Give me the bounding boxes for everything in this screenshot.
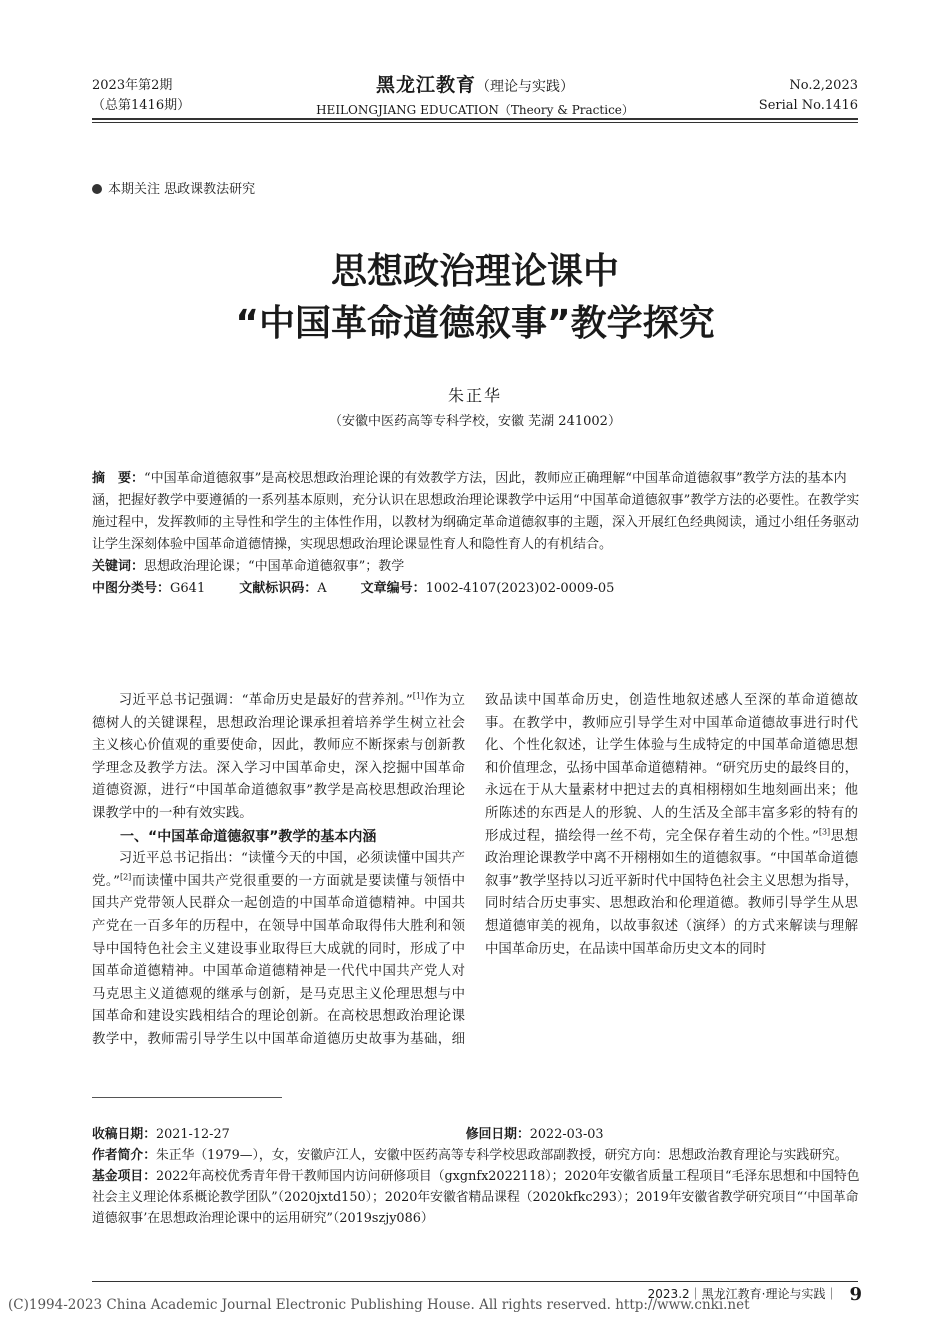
author-affiliation: （安徽中医药高等专科学校，安徽 芜湖 241002）: [329, 414, 621, 429]
abstract: [92, 468, 860, 556]
bio-text: 朱正华（1979—），女，安徽庐江人，安徽中医药高等专科学校思政部副教授，研究方向：思想政治教育理论与实践研究。: [155, 1148, 848, 1163]
keywords: [92, 556, 860, 578]
header-rule-thin: [92, 122, 858, 123]
journal-english-name: HEILONGJIANG EDUCATION（Theory & Practice）: [316, 103, 634, 117]
clc-value: G641: [170, 581, 206, 596]
header-rule-thick: [92, 118, 858, 120]
header-right: [759, 76, 858, 116]
paragraph: 习近平总书记强调：“革命历史是最好的营养剂。”[1]作为立德树人的关键课程，思想政治理论课承担着培养学生树立社会主义核心价值观的重要使命，因此，教师应不断探索与创新教学理念及教学方法。深入学习中国革命史，深入挖掘中国革命道德资源，进行“中国革命道德叙事”教学是高校思想政治理论课教学中的一种有效实践。: [92, 691, 465, 821]
doc-code-value: A: [317, 581, 327, 596]
keywords-label: 关键词：: [92, 559, 145, 574]
abstract-label: 摘 要：: [92, 471, 145, 486]
author-name: 朱正华: [447, 386, 502, 405]
header-center: [300, 70, 650, 118]
keywords-text: 思想政治理论课；“中国革命道德叙事”；教学: [144, 559, 405, 574]
classification-row: [92, 578, 860, 600]
running-footer-text: 2023.2｜黑龙江教育·理论与实践｜: [647, 1287, 838, 1301]
author-bio: [92, 1145, 860, 1166]
article-no-value: 1002-4107(2023)02-0009-05: [425, 581, 615, 596]
received-date: 2021-12-27: [155, 1127, 230, 1142]
citation-ref: [2]: [119, 872, 132, 882]
fund-text: 2022年高校优秀青年骨干教师国内访问研修项目（gxgnfx2022118）；2020年安徽省质量工程项目“毛泽东思想和中国特色社会主义理论体系概论教学团队”（2020jxtd150）；2020年安徽省精品课程（2020kfkc293）；2019年安徽省教学研究项目“‘中国革命道德叙事’在思想政治理论课中的运用研究”（2019szjy086）: [92, 1169, 860, 1226]
section-heading: 一、“中国革命道德叙事”教学的基本内涵: [120, 828, 377, 845]
revised-label: 修回日期：: [465, 1127, 530, 1142]
citation-ref: [1]: [412, 691, 425, 701]
serial-english: Serial No.1416: [758, 98, 858, 113]
abstract-block: [92, 468, 860, 600]
footnote-dates: [92, 1124, 860, 1145]
title-line-1: 思想政治理论课中: [330, 251, 619, 292]
paragraph: 习近平总书记指出：“读懂今天的中国，必须读懂中国共产党。”[2]而读懂中国共产党很重要的一方面就是要读懂与领悟中国共产党带领人民群众一起创造的中国革命道德精神。中国共产党在一百多年的历程中，在领导中国革命取得伟大胜利和领导中国特色社会主义建设事业取得巨大成就的同时，形成了中国革命道德精神。中国革命道德精神是一代代中国共产党人对马克思主义道德观的继承与创新，是马克思主义伦理思想与中国革命和建设实践相结合的理论创新。在高校思想政治理论课教学中，教师需引导学生以中国革命道德历史故事为基础，细致品读中国革命历史，创造性地叙述感人至深的革命道德故事。在教学中，教师应引导学生对中国革命道德故事进行时代化、个性化叙述，让学生体验与生成特定的中国革命道德思想和价值理念，弘扬中国革命道德精神。“研究历史的最终目的，永远在于从大量素材中把过去的真相栩栩如生地刻画出来；他所陈述的东西是人的形貌、人的生活及全部丰富多彩的特有的形成过程，描绘得一丝不苟，完全保存着生动的个性。”[3]思想政治理论课教学中离不开栩栩如生的道德叙事。“中国革命道德叙事”教学坚持以习近平新时代中国特色社会主义思想为指导，同时结合历史事实、思想政治和伦理道德。教师引导学生从思想道德审美的视角，以故事叙述（演绎）的方式来解读与理解中国革命历史，在品读中国革命历史文本的同时: [92, 693, 858, 1047]
article-title: [100, 246, 850, 350]
article-no-label: 文章编号：: [360, 581, 426, 596]
column-tag-text: 本期关注 思政课教法研究: [108, 182, 256, 197]
copyright-line: (C)1994-2023 China Academic Journal Electronic Publishing House. All rights reserved. http://www.cnki.net: [8, 1297, 750, 1313]
citation-ref: [3]: [818, 827, 831, 837]
revised-date: 2022-03-03: [529, 1127, 604, 1142]
received-label: 收稿日期：: [92, 1127, 156, 1142]
funding: [92, 1166, 860, 1229]
header-left: [92, 76, 190, 116]
page-number: 9: [849, 1284, 862, 1305]
doc-code-label: 文献标识码：: [239, 581, 318, 596]
journal-subtitle: （理论与实践）: [476, 79, 574, 95]
clc-label: 中图分类号：: [92, 581, 171, 596]
issue-english: No.2,2023: [789, 78, 858, 93]
body-text: [92, 690, 858, 1070]
issue-label: 2023年第2期: [92, 78, 173, 93]
fund-label: 基金项目：: [92, 1169, 156, 1184]
bullet-icon: [92, 184, 102, 194]
footer-rule: [92, 1281, 858, 1282]
footnote-rule: [92, 1097, 282, 1098]
title-line-2: “中国革命道德叙事”教学探究: [235, 303, 715, 344]
bio-label: 作者简介：: [92, 1148, 156, 1163]
footnotes: [92, 1124, 860, 1229]
total-issue-label: （总第1416期）: [92, 98, 191, 113]
column-tag: [92, 178, 255, 197]
journal-name: 黑龙江教育: [375, 74, 476, 96]
abstract-text: “中国革命道德叙事”是高校思想政治理论课的有效教学方法，因此，教师应正确理解“中国革命道德叙事”教学方法的基本内涵，把握好教学中要遵循的一系列基本原则，充分认识在思想政治理论课教学中运用“中国革命道德叙事”教学方法的必要性。在教学实施过程中，发挥教师的主导性和学生的主体性作用，以教材为纲确定革命道德叙事的主题，深入开展红色经典阅读，通过小组任务驱动让学生深刻体验中国革命道德情操，实现思想政治理论课显性育人和隐性育人的有机结合。: [92, 471, 860, 552]
